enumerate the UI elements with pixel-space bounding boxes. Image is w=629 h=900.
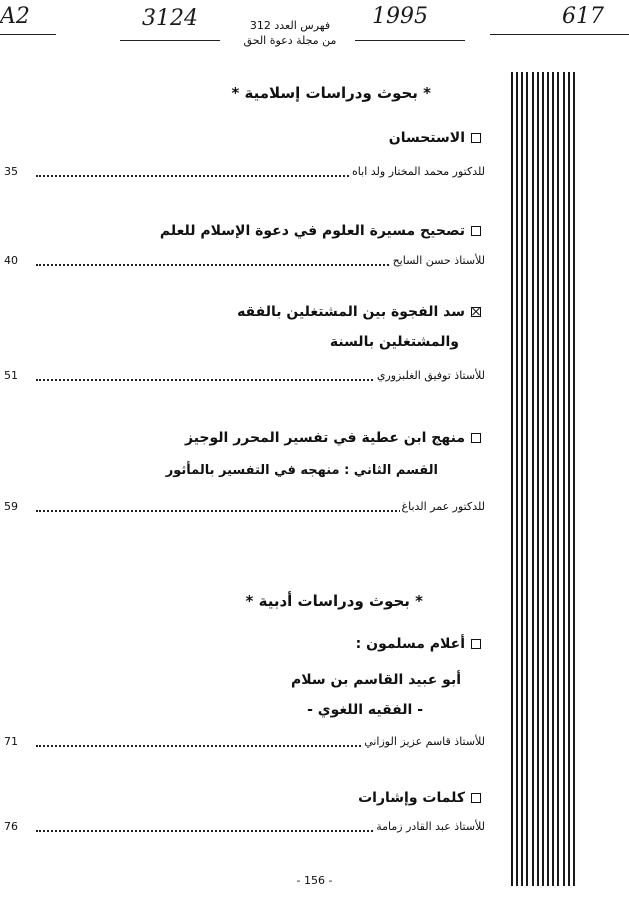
author-name: للأستاذ عبد القادر زمامة xyxy=(376,820,485,833)
index-label: فهرس العدد 312 xyxy=(249,19,331,32)
section-title-islamic: * بحوث ودراسات إسلامية * xyxy=(231,84,431,102)
entry-title-line2: أبو عبيد القاسم بن سلام xyxy=(290,672,461,688)
author-name: للأستاذ توفيق الغلبزوري xyxy=(376,369,485,382)
toc-entry-row xyxy=(4,369,485,385)
checkbox-icon xyxy=(471,226,481,236)
entry-title: منهج ابن عطية في تفسير المحرر الوجيز xyxy=(185,430,481,446)
checkbox-icon xyxy=(471,133,481,143)
header-rule-left xyxy=(0,34,56,35)
entry-title: كلمات وإشارات xyxy=(358,790,481,806)
page-number: 59 xyxy=(4,500,18,513)
author-name: للأستاذ قاسم عزيز الوزاني xyxy=(364,735,485,748)
page-footer-number: - 156 - xyxy=(296,874,333,887)
toc-entry-row xyxy=(4,165,485,181)
entry-title: سد الفجوة بين المشتغلين بالفقه xyxy=(237,304,481,320)
toc-entry-row xyxy=(4,820,485,836)
entry-subtitle: القسم الثاني : منهجه في التفسير بالمأثور xyxy=(165,463,438,478)
toc-entry-row xyxy=(4,500,485,516)
entry-title: تصحيح مسيرة العلوم في دعوة الإسلام للعلم xyxy=(160,223,481,239)
page-number: 35 xyxy=(4,165,18,178)
entry-title: الاستحسان xyxy=(389,130,481,146)
handwritten-number: 617 xyxy=(562,4,604,29)
entry-title-line2: والمشتغلين بالسنة xyxy=(329,334,459,350)
handwritten-code-left: A2 xyxy=(0,4,30,29)
toc-entry-row xyxy=(4,735,485,751)
header-index-block xyxy=(225,18,355,48)
section-title-literary: * بحوث ودراسات أدبية * xyxy=(245,592,423,610)
checkbox-icon xyxy=(471,793,481,803)
handwritten-year: 1995 xyxy=(372,4,428,29)
author-name: للدكتور محمد المختار ولد اباه xyxy=(352,165,485,178)
author-name: للأستاذ حسن السايح xyxy=(392,254,485,267)
checkbox-icon xyxy=(471,639,481,649)
page-number: 51 xyxy=(4,369,18,382)
entry-title: أعلام مسلمون : xyxy=(356,636,481,652)
checkbox-icon xyxy=(471,433,481,443)
header-rule-center-left xyxy=(120,40,220,41)
decorative-stripes xyxy=(511,72,575,886)
header-rule-center-right xyxy=(355,40,465,41)
toc-entry-row xyxy=(4,254,485,270)
page-number: 71 xyxy=(4,735,18,748)
page-number: 76 xyxy=(4,820,18,833)
handwritten-code: 3124 xyxy=(142,6,198,31)
source-label: من مجلة دعوة الحق xyxy=(243,34,337,47)
entry-title-line3: - الفقيه اللغوي - xyxy=(307,702,423,718)
checked-box-icon xyxy=(471,307,481,317)
page-number: 40 xyxy=(4,254,18,267)
author-name: للدكتور عمر الدباغ xyxy=(401,500,485,513)
header-rule-right xyxy=(490,34,629,35)
